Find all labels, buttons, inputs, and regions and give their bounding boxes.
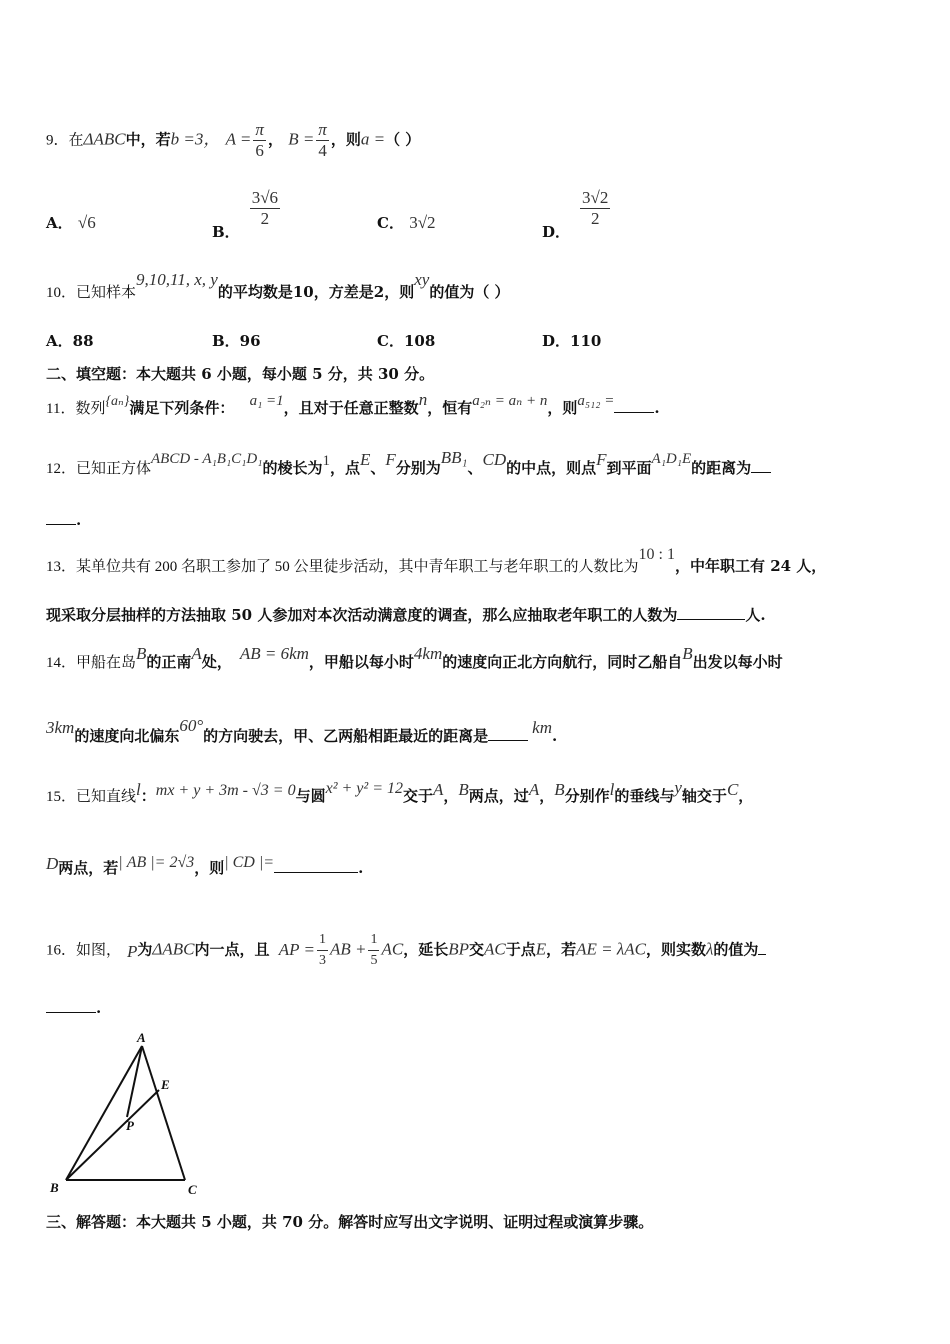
q9-option-b: B． $\frac{3√6}{2}$ (212, 188, 279, 241)
q9-option-a: A． √6 (46, 213, 96, 232)
label-a: A (137, 1030, 146, 1045)
segment-ap (127, 1046, 142, 1117)
question-13-line-1: 13．某单位共有 200 名职工参加了 50 公里徒步活动，其中青年职工与老年职工的人数比为10 : 1，中年职工有 24 人， (46, 546, 827, 575)
question-11: 11．数列{aₙ}满足下列条件： a₁ =1，且对于任意正整数n，恒有a₂ₙ = aₙ + n，则a₅₁₂ = . (46, 390, 660, 417)
triangle-figure (44, 1026, 214, 1201)
segment-ac (142, 1046, 185, 1180)
q9-option-c: C． 3√2 (377, 213, 436, 232)
label-b: B (50, 1180, 59, 1195)
section-2-heading: 二、填空题：本大题共 6 小题，每小题 5 分，共 30 分。 (46, 365, 435, 383)
question-13-line-2: 现采取分层抽样的方法抽取 50 人参加对本次活动满意度的调查，那么应抽取老年职工的人数为 人. (46, 606, 766, 624)
q10-option-c: C．108 (377, 332, 436, 350)
question-15-line-2: D两点，若| AB |= 2√3，则| CD |= . (46, 854, 364, 877)
segment-ab (66, 1046, 142, 1180)
question-9: 9．在ΔABC中，若b =3， A = $\frac{\pi}{6}$ ， B = $\frac{\pi}{4}$ ，则a =（ ） (46, 120, 421, 160)
section-3-heading: 三、解答题：本大题共 5 小题，共 70 分。解答时应写出文字说明、证明过程或演算步骤。 (46, 1213, 654, 1231)
q9-option-d: D． $\frac{3√2}{2}$ (542, 188, 609, 241)
question-14-line-2: 3km的速度向北偏东60°的方向驶去，甲、乙两船相距最近的距离是 km. (46, 716, 558, 745)
question-14-line-1: 14．甲船在岛B的正南A处， AB = 6km，甲船以每小时4km的速度向正北方向航行，同时乙船自B出发以每小时 (46, 644, 783, 671)
q10-option-a: A．88 (46, 332, 94, 350)
question-16-blank: . (46, 998, 910, 1018)
question-10: 10．已知样本9,10,11, x, y的平均数是10，方差是2，则xy的值为（ ） (46, 270, 510, 301)
frac-pi-4: $\frac{\pi}{4}$ (318, 120, 327, 160)
label-p: P (126, 1118, 134, 1133)
segment-be (66, 1090, 159, 1180)
question-12-blank: . (46, 510, 910, 530)
q10-option-d: D．110 (542, 332, 602, 350)
label-c: C (188, 1182, 197, 1197)
label-e: E (161, 1077, 170, 1092)
question-16: 16．如图， P为ΔABC内一点，且 AP = $\frac{1}{3}$ AB + $\frac{1}{5}$ AC，延长BP交AC于点E，若AE = λAC，则实数λ的值为 (46, 930, 910, 971)
question-12: 12．已知正方体ABCD - A₁B₁C₁D₁的棱长为1，点E、F分别为BB₁、CD的中点，则点F到平面A₁D₁E的距离为 (46, 458, 910, 479)
question-15-line-1: 15．已知直线l：mx + y + 3m - √3 = 0与圆x² + y² = 12交于A，B两点，过A，B分别作l的垂线与y轴交于C， (46, 778, 754, 805)
q10-option-b: B．96 (212, 332, 261, 350)
frac-pi-6: $\frac{\pi}{6}$ (255, 120, 264, 160)
